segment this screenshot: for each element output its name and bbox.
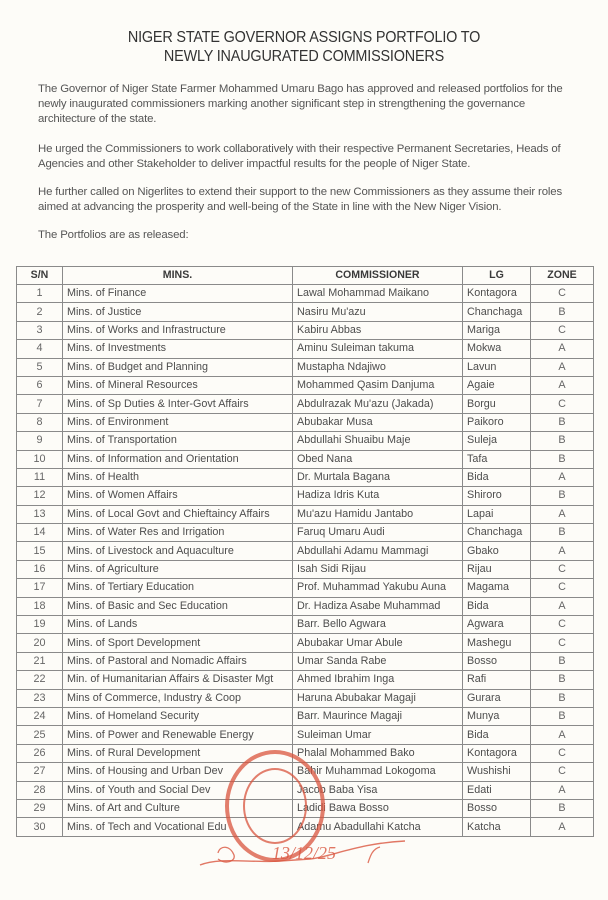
table-row bbox=[17, 303, 594, 321]
table-row bbox=[17, 468, 594, 486]
cell-ministry: Mins. of Tertiary Education bbox=[63, 579, 293, 597]
cell-commissioner: Ladidi Bawa Bosso bbox=[293, 799, 463, 817]
cell-commissioner: Mu'azu Hamidu Jantabo bbox=[293, 505, 463, 523]
cell-commissioner: Mohammed Qasim Danjuma bbox=[293, 376, 463, 394]
table-row bbox=[17, 579, 594, 597]
cell-ministry: Mins. of Sp Duties & Inter-Govt Affairs bbox=[63, 395, 293, 413]
cell-lg: Paikoro bbox=[463, 413, 531, 431]
header-lg: LG bbox=[463, 267, 531, 285]
cell-sn: 7 bbox=[17, 395, 63, 413]
cell-ministry: Mins. of Youth and Social Dev bbox=[63, 781, 293, 799]
cell-lg: Wushishi bbox=[463, 763, 531, 781]
cell-ministry: Mins. of Works and Infrastructure bbox=[63, 321, 293, 339]
cell-commissioner: Umar Sanda Rabe bbox=[293, 652, 463, 670]
cell-ministry: Mins. of Lands bbox=[63, 616, 293, 634]
cell-ministry: Mins. of Sport Development bbox=[63, 634, 293, 652]
cell-zone: C bbox=[531, 560, 594, 578]
cell-ministry: Mins. of Budget and Planning bbox=[63, 358, 293, 376]
support-paragraph: He further called on Nigerlites to extend their support to the new Commissioners as they assume their roles aimed at advancing the prosperity and well-being of the State in line with the New Niger Vision. bbox=[38, 186, 562, 213]
cell-lg: Mashegu bbox=[463, 634, 531, 652]
cell-commissioner: Ahmed Ibrahim Inga bbox=[293, 671, 463, 689]
cell-zone: C bbox=[531, 763, 594, 781]
cell-commissioner: Prof. Muhammad Yakubu Auna bbox=[293, 579, 463, 597]
cell-ministry: Mins. of Art and Culture bbox=[63, 799, 293, 817]
cell-lg: Lapai bbox=[463, 505, 531, 523]
cell-zone: A bbox=[531, 376, 594, 394]
cell-ministry: Mins. of Livestock and Aquaculture bbox=[63, 542, 293, 560]
cell-sn: 14 bbox=[17, 524, 63, 542]
cell-sn: 2 bbox=[17, 303, 63, 321]
intro-paragraph: The Governor of Niger State Farmer Mohammed Umaru Bago has approved and released portfolios for the newly inaugurated commissioners marking another significant step in strengthening the governance architecture of the state. bbox=[38, 83, 563, 125]
cell-zone: A bbox=[531, 818, 594, 836]
table-row bbox=[17, 524, 594, 542]
cell-commissioner: Adamu Abadullahi Katcha bbox=[293, 818, 463, 836]
cell-lg: Bida bbox=[463, 597, 531, 615]
cell-commissioner: Phalal Mohammed Bako bbox=[293, 744, 463, 762]
cell-zone: B bbox=[531, 432, 594, 450]
cell-sn: 20 bbox=[17, 634, 63, 652]
cell-commissioner: Suleiman Umar bbox=[293, 726, 463, 744]
cell-sn: 9 bbox=[17, 432, 63, 450]
cell-ministry: Mins. of Women Affairs bbox=[63, 487, 293, 505]
cell-lg: Kontagora bbox=[463, 744, 531, 762]
cell-commissioner: Jacob Baba Yisa bbox=[293, 781, 463, 799]
cell-commissioner: Isah Sidi Rijau bbox=[293, 560, 463, 578]
table-row bbox=[17, 744, 594, 762]
portfolio-table bbox=[16, 266, 594, 837]
cell-ministry: Mins. of Power and Renewable Energy bbox=[63, 726, 293, 744]
cell-lg: Borgu bbox=[463, 395, 531, 413]
table-row bbox=[17, 763, 594, 781]
cell-zone: A bbox=[531, 726, 594, 744]
cell-zone: B bbox=[531, 524, 594, 542]
urge-paragraph: He urged the Commissioners to work collaboratively with their respective Permanent Secretaries, Heads of Agencies and other Stakeholder to deliver impactful results for the people of Niger State. bbox=[38, 143, 561, 170]
cell-zone: B bbox=[531, 707, 594, 725]
cell-zone: A bbox=[531, 358, 594, 376]
cell-sn: 12 bbox=[17, 487, 63, 505]
cell-commissioner: Haruna Abubakar Magaji bbox=[293, 689, 463, 707]
cell-sn: 19 bbox=[17, 616, 63, 634]
cell-ministry: Mins. of Homeland Security bbox=[63, 707, 293, 725]
cell-sn: 4 bbox=[17, 340, 63, 358]
table-row bbox=[17, 432, 594, 450]
title-line-1: NIGER STATE GOVERNOR ASSIGNS PORTFOLIO TO bbox=[127, 29, 481, 46]
cell-lg: Lavun bbox=[463, 358, 531, 376]
table-body bbox=[17, 285, 594, 837]
cell-commissioner: Abdulrazak Mu'azu (Jakada) bbox=[293, 395, 463, 413]
cell-ministry: Mins. of Environment bbox=[63, 413, 293, 431]
cell-commissioner: Bahir Muhammad Lokogoma bbox=[293, 763, 463, 781]
cell-lg: Suleja bbox=[463, 432, 531, 450]
signature-icon bbox=[190, 835, 420, 895]
table-row bbox=[17, 358, 594, 376]
table-row bbox=[17, 781, 594, 799]
document-title bbox=[21, 28, 586, 66]
cell-sn: 16 bbox=[17, 560, 63, 578]
cell-sn: 6 bbox=[17, 376, 63, 394]
cell-ministry: Mins. of Tech and Vocational Edu bbox=[63, 818, 293, 836]
cell-commissioner: Obed Nana bbox=[293, 450, 463, 468]
cell-ministry: Mins. of Housing and Urban Dev bbox=[63, 763, 293, 781]
cell-sn: 18 bbox=[17, 597, 63, 615]
cell-lg: Bosso bbox=[463, 799, 531, 817]
cell-commissioner: Abubakar Musa bbox=[293, 413, 463, 431]
cell-commissioner: Abdullahi Adamu Mammagi bbox=[293, 542, 463, 560]
table-row bbox=[17, 597, 594, 615]
cell-zone: C bbox=[531, 616, 594, 634]
cell-lg: Rafi bbox=[463, 671, 531, 689]
cell-lg: Agwara bbox=[463, 616, 531, 634]
cell-zone: C bbox=[531, 744, 594, 762]
cell-commissioner: Aminu Suleiman takuma bbox=[293, 340, 463, 358]
portfolios-intro: The Portfolios are as released: bbox=[38, 229, 189, 241]
header-sn: S/N bbox=[17, 267, 63, 285]
cell-lg: Kontagora bbox=[463, 285, 531, 303]
table-row bbox=[17, 340, 594, 358]
cell-sn: 25 bbox=[17, 726, 63, 744]
cell-zone: B bbox=[531, 413, 594, 431]
cell-sn: 5 bbox=[17, 358, 63, 376]
cell-zone: B bbox=[531, 689, 594, 707]
cell-sn: 13 bbox=[17, 505, 63, 523]
title-line-2: NEWLY INAUGURATED COMMISSIONERS bbox=[163, 48, 445, 65]
table-row bbox=[17, 818, 594, 836]
cell-ministry: Mins. of Transportation bbox=[63, 432, 293, 450]
cell-lg: Gurara bbox=[463, 689, 531, 707]
cell-lg: Magama bbox=[463, 579, 531, 597]
cell-lg: Munya bbox=[463, 707, 531, 725]
cell-ministry: Mins. of Health bbox=[63, 468, 293, 486]
cell-lg: Bida bbox=[463, 468, 531, 486]
cell-ministry: Mins. of Pastoral and Nomadic Affairs bbox=[63, 652, 293, 670]
cell-lg: Agaie bbox=[463, 376, 531, 394]
cell-zone: B bbox=[531, 450, 594, 468]
table-header-row bbox=[17, 267, 594, 285]
cell-sn: 10 bbox=[17, 450, 63, 468]
table-row bbox=[17, 505, 594, 523]
cell-sn: 15 bbox=[17, 542, 63, 560]
table-row bbox=[17, 634, 594, 652]
cell-sn: 23 bbox=[17, 689, 63, 707]
cell-sn: 21 bbox=[17, 652, 63, 670]
table-row bbox=[17, 707, 594, 725]
table-row bbox=[17, 726, 594, 744]
cell-zone: B bbox=[531, 487, 594, 505]
cell-lg: Katcha bbox=[463, 818, 531, 836]
table-row bbox=[17, 616, 594, 634]
cell-sn: 1 bbox=[17, 285, 63, 303]
cell-lg: Mokwa bbox=[463, 340, 531, 358]
table-row bbox=[17, 395, 594, 413]
cell-ministry: Mins. of Basic and Sec Education bbox=[63, 597, 293, 615]
cell-commissioner: Nasiru Mu'azu bbox=[293, 303, 463, 321]
cell-sn: 30 bbox=[17, 818, 63, 836]
cell-sn: 17 bbox=[17, 579, 63, 597]
cell-lg: Bosso bbox=[463, 652, 531, 670]
table-row bbox=[17, 560, 594, 578]
cell-lg: Chanchaga bbox=[463, 524, 531, 542]
cell-commissioner: Dr. Murtala Bagana bbox=[293, 468, 463, 486]
cell-lg: Gbako bbox=[463, 542, 531, 560]
cell-zone: C bbox=[531, 579, 594, 597]
cell-commissioner: Dr. Hadiza Asabe Muhammad bbox=[293, 597, 463, 615]
cell-lg: Rijau bbox=[463, 560, 531, 578]
cell-zone: A bbox=[531, 340, 594, 358]
cell-commissioner: Hadiza Idris Kuta bbox=[293, 487, 463, 505]
table-row bbox=[17, 652, 594, 670]
cell-ministry: Mins. of Information and Orientation bbox=[63, 450, 293, 468]
cell-zone: C bbox=[531, 395, 594, 413]
table-row bbox=[17, 799, 594, 817]
cell-lg: Bida bbox=[463, 726, 531, 744]
table-row bbox=[17, 321, 594, 339]
cell-lg: Mariga bbox=[463, 321, 531, 339]
header-commissioner: COMMISSIONER bbox=[293, 267, 463, 285]
table-row bbox=[17, 542, 594, 560]
cell-zone: B bbox=[531, 671, 594, 689]
cell-commissioner: Abubakar Umar Abule bbox=[293, 634, 463, 652]
cell-commissioner: Faruq Umaru Audi bbox=[293, 524, 463, 542]
table-row bbox=[17, 450, 594, 468]
cell-zone: A bbox=[531, 542, 594, 560]
table-row bbox=[17, 689, 594, 707]
cell-zone: B bbox=[531, 303, 594, 321]
cell-zone: C bbox=[531, 285, 594, 303]
cell-zone: B bbox=[531, 799, 594, 817]
cell-lg: Edati bbox=[463, 781, 531, 799]
cell-ministry: Mins. of Agriculture bbox=[63, 560, 293, 578]
cell-sn: 8 bbox=[17, 413, 63, 431]
table-row bbox=[17, 671, 594, 689]
cell-ministry: Mins. of Investments bbox=[63, 340, 293, 358]
cell-zone: A bbox=[531, 597, 594, 615]
table-row bbox=[17, 376, 594, 394]
cell-zone: A bbox=[531, 468, 594, 486]
cell-commissioner: Lawal Mohammad Maikano bbox=[293, 285, 463, 303]
header-mins: MINS. bbox=[63, 267, 293, 285]
cell-sn: 24 bbox=[17, 707, 63, 725]
cell-ministry: Min. of Humanitarian Affairs & Disaster Mgt bbox=[63, 671, 293, 689]
cell-zone: B bbox=[531, 652, 594, 670]
cell-sn: 28 bbox=[17, 781, 63, 799]
cell-zone: A bbox=[531, 781, 594, 799]
cell-commissioner: Mustapha Ndajiwo bbox=[293, 358, 463, 376]
cell-zone: C bbox=[531, 634, 594, 652]
cell-sn: 3 bbox=[17, 321, 63, 339]
cell-sn: 26 bbox=[17, 744, 63, 762]
cell-lg: Chanchaga bbox=[463, 303, 531, 321]
cell-ministry: Mins. of Mineral Resources bbox=[63, 376, 293, 394]
cell-commissioner: Barr. Maurince Magaji bbox=[293, 707, 463, 725]
cell-ministry: Mins. of Local Govt and Chieftaincy Affairs bbox=[63, 505, 293, 523]
cell-ministry: Mins. of Rural Development bbox=[63, 744, 293, 762]
cell-commissioner: Kabiru Abbas bbox=[293, 321, 463, 339]
table-row bbox=[17, 285, 594, 303]
cell-sn: 29 bbox=[17, 799, 63, 817]
cell-zone: A bbox=[531, 505, 594, 523]
table-row bbox=[17, 487, 594, 505]
cell-sn: 27 bbox=[17, 763, 63, 781]
cell-commissioner: Abdullahi Shuaibu Maje bbox=[293, 432, 463, 450]
cell-ministry: Mins. of Justice bbox=[63, 303, 293, 321]
cell-commissioner: Barr. Bello Agwara bbox=[293, 616, 463, 634]
cell-zone: C bbox=[531, 321, 594, 339]
table-row bbox=[17, 413, 594, 431]
cell-lg: Tafa bbox=[463, 450, 531, 468]
header-zone: ZONE bbox=[531, 267, 594, 285]
cell-lg: Shiroro bbox=[463, 487, 531, 505]
cell-ministry: Mins. of Water Res and Irrigation bbox=[63, 524, 293, 542]
cell-ministry: Mins of Commerce, Industry & Coop bbox=[63, 689, 293, 707]
cell-sn: 11 bbox=[17, 468, 63, 486]
cell-ministry: Mins. of Finance bbox=[63, 285, 293, 303]
signature-date: 13/12/25 bbox=[272, 843, 337, 863]
cell-sn: 22 bbox=[17, 671, 63, 689]
